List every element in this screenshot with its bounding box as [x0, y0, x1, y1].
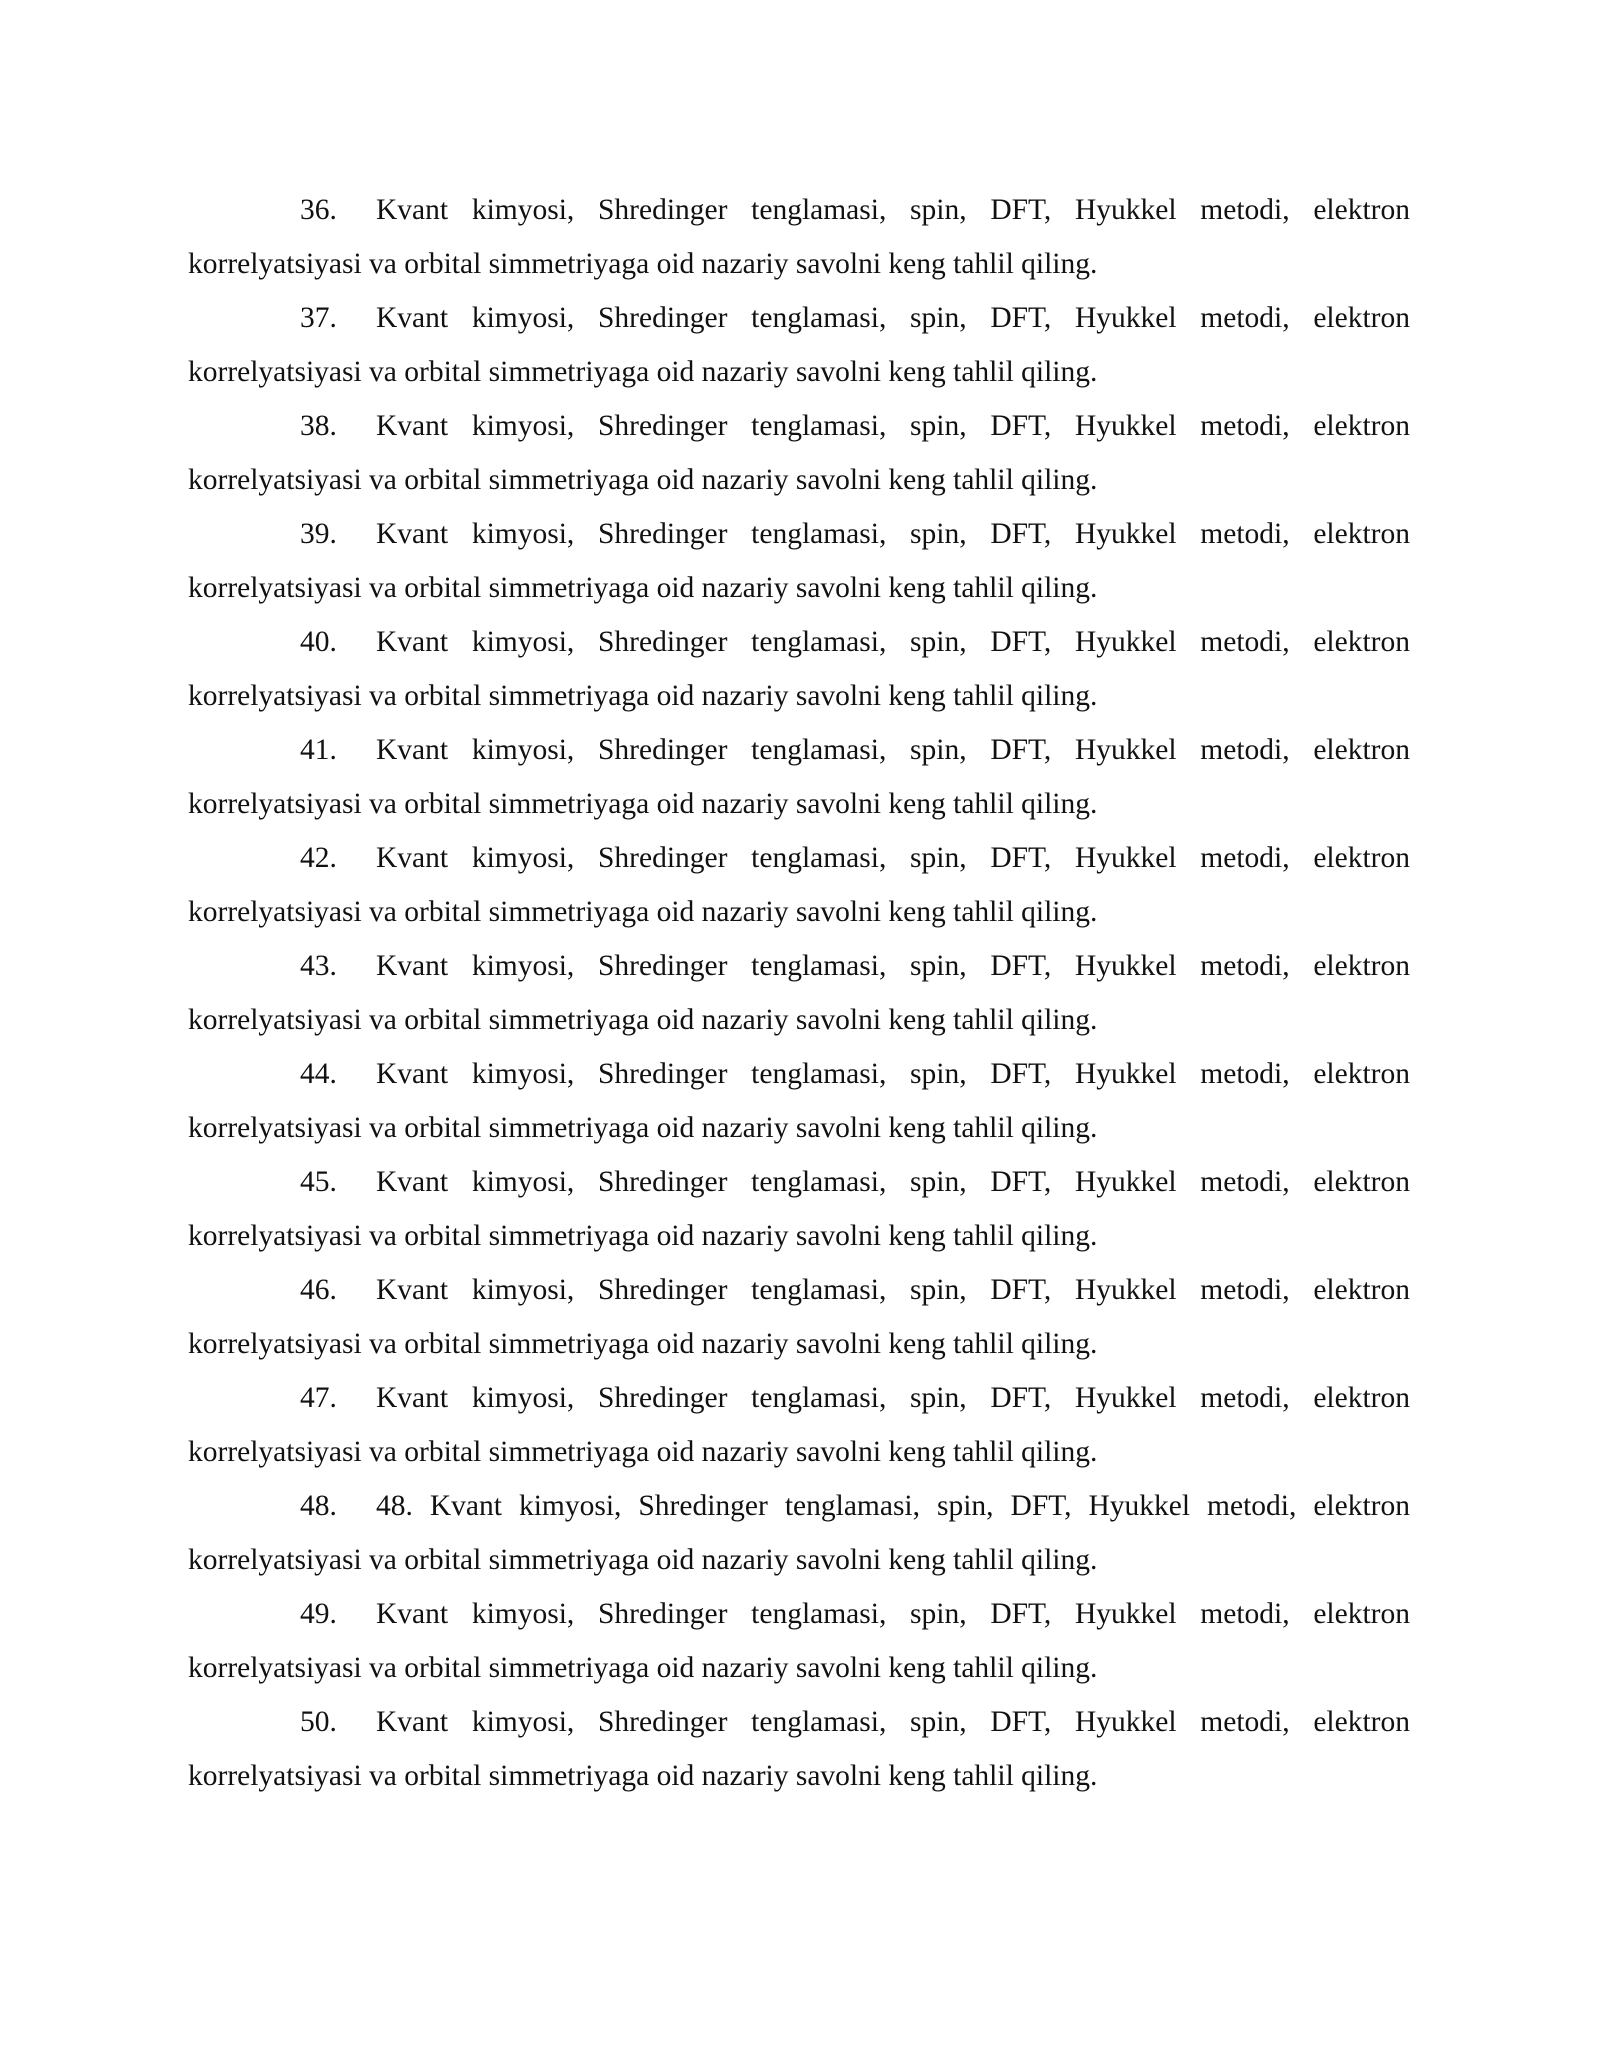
item-text-line2: korrelyatsiyasi va orbital simmetriyaga oid nazariy savolni keng tahlil qiling. — [188, 1544, 1098, 1576]
item-first-line — [188, 1263, 1410, 1317]
item-number: 44. — [300, 1058, 337, 1090]
item-number: 49. — [300, 1598, 337, 1630]
item-first-line — [188, 1695, 1410, 1749]
list-item — [188, 939, 1410, 1047]
item-text-line2: korrelyatsiyasi va orbital simmetriyaga oid nazariy savolni keng tahlil qiling. — [188, 356, 1098, 388]
item-text-line1: Kvant kimyosi, Shredinger tenglamasi, spin, DFT, Hyukkel metodi, elektron — [376, 950, 1410, 982]
item-text-line2: korrelyatsiyasi va orbital simmetriyaga oid nazariy savolni keng tahlil qiling. — [188, 1004, 1098, 1036]
item-text-line2: korrelyatsiyasi va orbital simmetriyaga oid nazariy savolni keng tahlil qiling. — [188, 464, 1098, 496]
item-first-line — [188, 1047, 1410, 1101]
item-text-line1: Kvant kimyosi, Shredinger tenglamasi, spin, DFT, Hyukkel metodi, elektron — [376, 410, 1410, 442]
list-item — [188, 1155, 1410, 1263]
item-first-line — [188, 1479, 1410, 1533]
item-number: 46. — [300, 1274, 337, 1306]
list-item — [188, 1695, 1410, 1803]
item-text-line1: Kvant kimyosi, Shredinger tenglamasi, spin, DFT, Hyukkel metodi, elektron — [376, 1598, 1410, 1630]
item-number: 38. — [300, 410, 337, 442]
item-text-line1: Kvant kimyosi, Shredinger tenglamasi, spin, DFT, Hyukkel metodi, elektron — [376, 1058, 1410, 1090]
item-text-line1: Kvant kimyosi, Shredinger tenglamasi, spin, DFT, Hyukkel metodi, elektron — [376, 1274, 1410, 1306]
item-first-line — [188, 939, 1410, 993]
list-item — [188, 1479, 1410, 1587]
item-number: 47. — [300, 1382, 337, 1414]
item-first-line — [188, 183, 1410, 237]
list-item — [188, 723, 1410, 831]
item-number: 37. — [300, 302, 337, 334]
item-number: 45. — [300, 1166, 337, 1198]
list-item — [188, 1047, 1410, 1155]
item-text-line2: korrelyatsiyasi va orbital simmetriyaga oid nazariy savolni keng tahlil qiling. — [188, 248, 1098, 280]
item-number: 41. — [300, 734, 337, 766]
list-item — [188, 507, 1410, 615]
list-item — [188, 291, 1410, 399]
item-number: 48. — [300, 1490, 337, 1522]
item-first-line — [188, 507, 1410, 561]
list-item — [188, 1371, 1410, 1479]
item-text-line1: 48. Kvant kimyosi, Shredinger tenglamasi, spin, DFT, Hyukkel metodi, elektron — [376, 1490, 1410, 1522]
item-text-line1: Kvant kimyosi, Shredinger tenglamasi, spin, DFT, Hyukkel metodi, elektron — [376, 1706, 1410, 1738]
item-text-line2: korrelyatsiyasi va orbital simmetriyaga oid nazariy savolni keng tahlil qiling. — [188, 572, 1098, 604]
item-first-line — [188, 1371, 1410, 1425]
item-number: 36. — [300, 194, 337, 226]
item-text-line1: Kvant kimyosi, Shredinger tenglamasi, spin, DFT, Hyukkel metodi, elektron — [376, 626, 1410, 658]
item-text-line1: Kvant kimyosi, Shredinger tenglamasi, spin, DFT, Hyukkel metodi, elektron — [376, 518, 1410, 550]
item-text-line1: Kvant kimyosi, Shredinger tenglamasi, spin, DFT, Hyukkel metodi, elektron — [376, 302, 1410, 334]
item-number: 43. — [300, 950, 337, 982]
item-text-line1: Kvant kimyosi, Shredinger tenglamasi, spin, DFT, Hyukkel metodi, elektron — [376, 194, 1410, 226]
item-number: 42. — [300, 842, 337, 874]
item-first-line — [188, 399, 1410, 453]
item-first-line — [188, 1155, 1410, 1209]
item-number: 50. — [300, 1706, 337, 1738]
item-number: 39. — [300, 518, 337, 550]
item-text-line1: Kvant kimyosi, Shredinger tenglamasi, spin, DFT, Hyukkel metodi, elektron — [376, 842, 1410, 874]
question-list — [188, 183, 1410, 1803]
item-text-line1: Kvant kimyosi, Shredinger tenglamasi, spin, DFT, Hyukkel metodi, elektron — [376, 1382, 1410, 1414]
item-text-line2: korrelyatsiyasi va orbital simmetriyaga oid nazariy savolni keng tahlil qiling. — [188, 788, 1098, 820]
item-text-line2: korrelyatsiyasi va orbital simmetriyaga oid nazariy savolni keng tahlil qiling. — [188, 896, 1098, 928]
item-text-line2: korrelyatsiyasi va orbital simmetriyaga oid nazariy savolni keng tahlil qiling. — [188, 1436, 1098, 1468]
item-text-line2: korrelyatsiyasi va orbital simmetriyaga oid nazariy savolni keng tahlil qiling. — [188, 1760, 1098, 1792]
list-item — [188, 183, 1410, 291]
item-first-line — [188, 723, 1410, 777]
item-text-line2: korrelyatsiyasi va orbital simmetriyaga oid nazariy savolni keng tahlil qiling. — [188, 1328, 1098, 1360]
item-first-line — [188, 1587, 1410, 1641]
item-text-line1: Kvant kimyosi, Shredinger tenglamasi, spin, DFT, Hyukkel metodi, elektron — [376, 1166, 1410, 1198]
list-item — [188, 1263, 1410, 1371]
item-number: 40. — [300, 626, 337, 658]
item-first-line — [188, 291, 1410, 345]
item-text-line2: korrelyatsiyasi va orbital simmetriyaga oid nazariy savolni keng tahlil qiling. — [188, 1112, 1098, 1144]
list-item — [188, 831, 1410, 939]
item-text-line2: korrelyatsiyasi va orbital simmetriyaga oid nazariy savolni keng tahlil qiling. — [188, 680, 1098, 712]
item-first-line — [188, 831, 1410, 885]
item-text-line2: korrelyatsiyasi va orbital simmetriyaga oid nazariy savolni keng tahlil qiling. — [188, 1652, 1098, 1684]
item-text-line1: Kvant kimyosi, Shredinger tenglamasi, spin, DFT, Hyukkel metodi, elektron — [376, 734, 1410, 766]
item-text-line2: korrelyatsiyasi va orbital simmetriyaga oid nazariy savolni keng tahlil qiling. — [188, 1220, 1098, 1252]
list-item — [188, 399, 1410, 507]
list-item — [188, 615, 1410, 723]
item-first-line — [188, 615, 1410, 669]
list-item — [188, 1587, 1410, 1695]
